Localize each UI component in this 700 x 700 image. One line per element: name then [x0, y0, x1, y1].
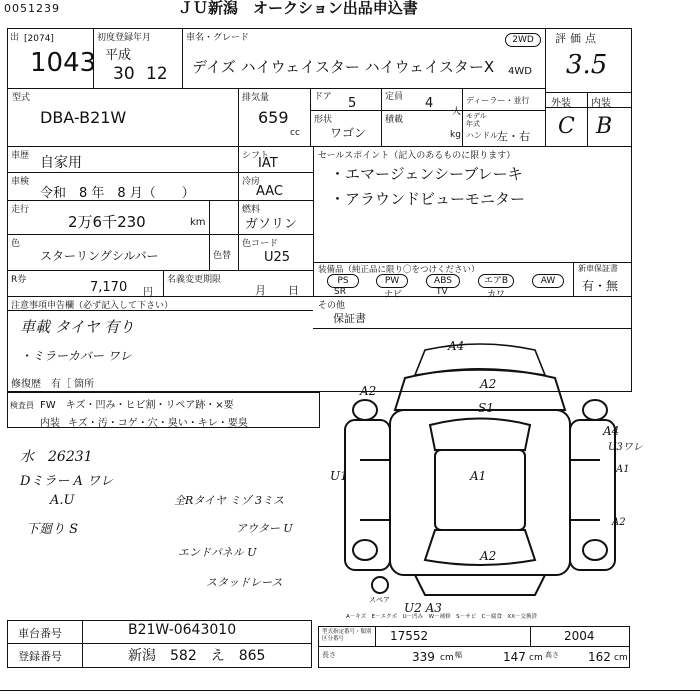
- usage-label: 車歴: [11, 151, 30, 161]
- inspection-value: 令和 8 年 8 月（ ）: [40, 186, 195, 201]
- sales-point-2: ・アラウンドビューモニター: [330, 190, 526, 208]
- form-title: ＪＵ新潟 オークション出品申込書: [178, 0, 418, 17]
- length-label: 長さ: [322, 651, 336, 659]
- capacity-value: 4: [425, 96, 434, 111]
- inspection-label: 車検: [11, 177, 30, 187]
- load-label: 積載: [385, 115, 404, 125]
- body-type-label: 形状: [314, 115, 333, 125]
- mark-a1-center: A1: [470, 469, 487, 483]
- equipment-label: 装備品（純正品に限り〇をつけください）: [318, 265, 480, 275]
- handle-value: 左・右: [497, 130, 530, 143]
- equip-aw: AW: [532, 274, 564, 288]
- type-value: DBA-B21W: [40, 108, 127, 127]
- exterior-label: 外装: [551, 98, 571, 109]
- model-label: 車名・グレード: [186, 33, 250, 43]
- equip-tv: TV: [436, 287, 448, 297]
- model-name: デイズ ハイウェイスター ハイウェイスターX: [192, 58, 495, 76]
- recycle-unit: 円: [143, 287, 153, 298]
- color-change-label: 色替: [213, 251, 232, 261]
- chassis-label: 車台番号: [18, 627, 62, 640]
- handle-label: ハンドル: [466, 131, 498, 140]
- car-damage-diagram: [330, 330, 643, 620]
- new-car-warranty-label: 新車保証書: [578, 264, 618, 273]
- equip-airbag: エアB: [478, 274, 514, 288]
- inspector-note-1: 水 26231: [20, 449, 93, 465]
- load-unit: kg: [450, 130, 461, 140]
- damage-code-row-1: FW キズ・凹み・ヒビ割・リペア跡・×要: [40, 400, 234, 411]
- spare-label: スペア: [369, 596, 390, 604]
- inspector-note-4: 下廻り S: [26, 522, 79, 537]
- inspector-note-5: 全Rタイヤ ミゾ 3ミス: [174, 494, 285, 507]
- drive-4wd: 4WD: [508, 66, 532, 77]
- equip-ps: PS: [327, 274, 359, 288]
- model-year-label: モデル年式: [466, 112, 487, 128]
- damage-code-row-2: キズ・汚・コゲ・穴・臭い・キレ・要臭: [68, 418, 248, 429]
- exterior-grade: C: [558, 114, 575, 139]
- mark-a2-rear: A2: [480, 549, 497, 563]
- equip-navi: ナビ: [384, 290, 403, 300]
- width-value: 147: [503, 650, 526, 664]
- equip-pw: PW: [376, 274, 408, 288]
- width-unit: cm: [529, 653, 543, 663]
- damage-legend: A－キズ E－エクボ U－凹み W－補修 S－サビ C－腐食 XX－交換済: [346, 614, 537, 620]
- width-label: 幅: [455, 651, 462, 659]
- plate-value: 新潟 582 え 865: [128, 648, 266, 664]
- score-value: 3.5: [566, 50, 608, 80]
- recycle-value: 7,170: [90, 280, 128, 295]
- mark-a2-left: A2: [360, 384, 377, 398]
- chassis-value: B21W-0643010: [128, 622, 237, 638]
- fuel-label: 燃料: [242, 205, 261, 215]
- mark-a1-right: A1: [616, 464, 630, 475]
- lot-number: 1043: [30, 48, 97, 78]
- capacity-unit: 人: [452, 107, 462, 117]
- length-value: 339: [412, 650, 435, 664]
- inspector-note-7: エンドパネル U: [178, 546, 257, 559]
- name-change-value: 月 日: [255, 284, 299, 297]
- displacement-label: 排気量: [242, 93, 270, 103]
- shift-value: IAT: [258, 156, 278, 171]
- mark-a2-right: A2: [612, 517, 626, 528]
- mark-a2-center: A2: [480, 377, 497, 391]
- registration-era: 平成: [105, 48, 132, 63]
- mark-u2-a3: U2 A3: [404, 601, 442, 615]
- note-line-2: ・ミラーカバー ワレ: [20, 349, 132, 363]
- plate-label: 登録番号: [18, 650, 62, 663]
- vin-label: 型式指定番号・類別区分番号: [322, 629, 372, 642]
- name-change-label: 名義変更期限: [167, 275, 222, 285]
- warranty-book: 保証書: [333, 312, 366, 325]
- mileage-label: 走行: [11, 205, 30, 215]
- vin2-value: 2004: [564, 629, 595, 643]
- new-car-warranty-value: 有・無: [582, 279, 619, 293]
- mark-a4-right: A4: [603, 424, 620, 438]
- score-label: 評価点: [555, 32, 600, 45]
- type-label: 型式: [12, 93, 31, 103]
- notes-label: 注意事項申告欄（必ず記入して下さい）: [11, 301, 174, 311]
- shift-label: シフト: [242, 151, 270, 161]
- equip-sr: SR: [334, 287, 346, 297]
- color-value: スターリングシルバー: [40, 249, 159, 263]
- sales-points-label: セールスポイント（記入のあるものに限ります）: [318, 151, 516, 161]
- inspector-note-2: Dミラー A ワレ: [20, 474, 114, 489]
- registration-label: 初度登録年月: [97, 33, 152, 43]
- color-code-value: U25: [264, 250, 291, 265]
- inspector-note-3: A.U: [50, 493, 75, 508]
- dealer-label: ディーラー・並行: [466, 96, 530, 105]
- damage-code-row-2-label: 内装: [40, 418, 60, 429]
- displacement-unit: cc: [290, 128, 300, 138]
- drive-2wd-badge: 2WD: [505, 33, 541, 47]
- interior-label: 内装: [591, 98, 611, 109]
- damage-code-label: 検査員: [10, 401, 34, 410]
- interior-grade: B: [596, 114, 613, 139]
- length-unit: cm: [440, 653, 454, 663]
- doors-label: ドア: [314, 92, 332, 102]
- serial-number: 0051239: [4, 2, 60, 15]
- repair-history: 修復歴 有［ 箇所: [11, 379, 95, 390]
- recycle-label: R券: [11, 275, 27, 285]
- lot-small-code: [2074]: [24, 34, 54, 44]
- fuel-value: ガソリン: [245, 217, 298, 232]
- aircon-value: AAC: [256, 184, 283, 199]
- usage-value: 自家用: [40, 155, 82, 171]
- height-label: 高さ: [545, 651, 559, 659]
- body-type-value: ワゴン: [330, 126, 367, 140]
- aircon-label: 冷房: [242, 177, 261, 187]
- inspector-note-8: スタッドレース: [206, 576, 283, 589]
- doors-value: 5: [348, 96, 357, 111]
- mileage-value: 2万6千230: [68, 213, 146, 231]
- note-line-1: 車載 タイヤ 有り: [20, 318, 135, 336]
- height-value: 162: [588, 650, 611, 664]
- registration-year: 30: [113, 64, 135, 84]
- equip-cover: カワ: [487, 290, 506, 300]
- vin-value: 17552: [390, 629, 429, 643]
- mark-u1: U1: [330, 469, 348, 483]
- other-label: その他: [318, 301, 346, 311]
- equip-abs: ABS: [426, 274, 460, 288]
- capacity-label: 定員: [385, 92, 404, 102]
- lot-label: 出: [10, 33, 20, 43]
- displacement-value: 659: [258, 108, 289, 127]
- inspector-note-6: アウター U: [236, 522, 293, 535]
- registration-month: 12: [146, 64, 168, 84]
- color-label: 色: [11, 239, 21, 249]
- mark-a4-top: A4: [448, 339, 465, 353]
- color-code-label: 色コード: [242, 239, 279, 249]
- mark-u3: U3ワレ: [608, 442, 643, 453]
- height-unit: cm: [614, 653, 628, 663]
- mark-s1: S1: [478, 401, 494, 415]
- mileage-unit: km: [190, 217, 206, 228]
- sales-point-1: ・エマージェンシーブレーキ: [330, 165, 523, 183]
